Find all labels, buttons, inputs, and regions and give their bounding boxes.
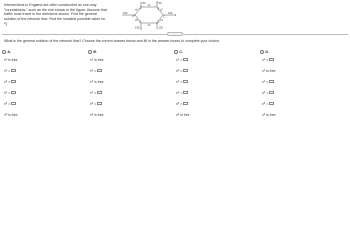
free-variable-text: is free — [8, 112, 18, 117]
answer-row — [176, 112, 189, 117]
variable-subscript: 2 — [91, 69, 94, 72]
variable-label: x — [176, 101, 178, 106]
variable-label: x — [90, 101, 92, 106]
free-variable-text: is free — [266, 112, 276, 117]
answer-row — [176, 57, 188, 62]
variable-label: x — [262, 79, 264, 84]
variable-label: x — [4, 79, 6, 84]
node-label: D — [157, 20, 160, 24]
edge-label: x5 — [135, 19, 138, 22]
answer-option-b[interactable] — [88, 49, 166, 117]
answer-input-box[interactable] — [183, 102, 188, 106]
answer-input-box[interactable] — [269, 102, 274, 106]
equals-sign: = — [266, 57, 269, 62]
flow-label: 120 — [158, 26, 163, 30]
variable-subscript: 2 — [177, 69, 180, 72]
answer-row — [90, 101, 102, 106]
answer-input-box[interactable] — [269, 80, 274, 84]
option-letter: D. — [265, 50, 269, 54]
free-variable-text: is free — [94, 79, 104, 84]
answer-row — [262, 112, 275, 117]
question-text: What is the general solution of the network flow? Choose the correct answer below and fill in the answer boxes to complete your choice. — [4, 39, 220, 43]
roundabout-diagram[interactable] — [120, 1, 178, 30]
variable-subscript: 1 — [91, 58, 94, 61]
node-label: B — [157, 7, 160, 11]
answer-row — [90, 68, 102, 73]
option-letter: A. — [7, 50, 11, 54]
variable-subscript: 6 — [177, 113, 180, 116]
answer-row — [90, 90, 102, 95]
variable-label: x — [90, 68, 92, 73]
flow-label: 80 — [142, 2, 146, 5]
free-variable-text: is free — [8, 57, 18, 62]
variable-subscript: 1 — [5, 58, 8, 61]
variable-label: x — [4, 57, 6, 62]
variable-label: x — [262, 68, 264, 73]
variable-label: x — [90, 57, 92, 62]
variable-label: x — [90, 79, 92, 84]
variable-subscript: 6 — [5, 113, 8, 116]
variable-subscript: 2 — [263, 69, 266, 72]
variable-subscript: 1 — [177, 58, 180, 61]
answer-input-box[interactable] — [11, 69, 16, 73]
answer-input-box[interactable] — [11, 80, 16, 84]
option-header[interactable] — [260, 49, 338, 55]
problem-line: Intersections in England are often constructed as one-way — [4, 3, 97, 7]
flow-label: 100 — [123, 12, 128, 15]
variable-subscript: 1 — [263, 58, 266, 61]
answer-row — [4, 101, 16, 106]
option-header[interactable] — [174, 49, 252, 55]
answer-input-box[interactable] — [183, 91, 188, 95]
edge-label: x3 — [160, 19, 163, 22]
answer-option-d[interactable] — [260, 49, 338, 117]
equals-sign: = — [266, 101, 269, 106]
answer-row — [90, 112, 103, 117]
option-letter: B. — [93, 50, 97, 54]
variable-subscript: 6 — [91, 113, 94, 116]
variable-subscript: 3 — [91, 80, 94, 83]
equals-sign: = — [180, 101, 183, 106]
flow-label: 50 — [158, 2, 162, 5]
variable-label: x — [176, 112, 178, 117]
equals-sign: = — [94, 68, 97, 73]
answer-input-box[interactable] — [97, 91, 102, 95]
radio-button[interactable] — [260, 50, 264, 54]
answer-input-box[interactable] — [183, 69, 188, 73]
answer-row — [176, 68, 188, 73]
equals-sign: = — [266, 79, 269, 84]
equals-sign: = — [180, 57, 183, 62]
answer-row — [4, 79, 16, 84]
expand-button[interactable]: · · · — [167, 32, 183, 36]
flow-label: 150 — [135, 26, 140, 30]
answer-row — [176, 101, 188, 106]
answer-row — [4, 90, 16, 95]
variable-label: x — [262, 90, 264, 95]
free-variable-text: is free — [180, 112, 190, 117]
answer-option-a[interactable] — [2, 49, 80, 117]
equals-sign: = — [180, 90, 183, 95]
equals-sign: = — [180, 79, 183, 84]
variable-subscript: 3 — [177, 80, 180, 83]
answer-row — [176, 90, 188, 95]
answer-row — [262, 57, 274, 62]
answer-input-box[interactable] — [97, 102, 102, 106]
equals-sign: = — [266, 90, 269, 95]
answer-input-box[interactable] — [269, 58, 274, 62]
equals-sign: = — [8, 79, 11, 84]
variable-label: x — [4, 68, 6, 73]
variable-subscript: 4 — [263, 91, 266, 94]
answer-row — [262, 90, 274, 95]
equals-sign: = — [8, 101, 11, 106]
equals-sign: = — [94, 101, 97, 106]
problem-line: "roundabouts," such as the one shown in the figure. Assume that — [4, 7, 107, 12]
answer-input-box[interactable] — [11, 91, 16, 95]
edge-label: x1 — [147, 4, 151, 8]
flow-label: 100 — [168, 12, 173, 15]
option-header[interactable] — [2, 49, 80, 55]
variable-label: x — [176, 79, 178, 84]
variable-label: x — [262, 112, 264, 117]
variable-label: x — [176, 90, 178, 95]
variable-label: x — [176, 68, 178, 73]
variable-subscript: 5 — [177, 102, 180, 105]
edge-label: x4 — [147, 24, 151, 27]
edge-label: x2 — [160, 8, 163, 12]
equals-sign: = — [94, 90, 97, 95]
free-variable-text: is free — [94, 112, 104, 117]
radio-button[interactable] — [174, 50, 178, 54]
answer-row — [90, 79, 103, 84]
answer-row — [262, 79, 274, 84]
free-variable-text: is free — [94, 57, 104, 62]
equals-sign: = — [8, 68, 11, 73]
answer-input-box[interactable] — [269, 91, 274, 95]
variable-label: x — [176, 57, 178, 62]
variable-subscript: 4 — [5, 91, 8, 94]
variable-subscript: 3 — [5, 80, 8, 83]
answer-input-box[interactable] — [183, 58, 188, 62]
variable-label: x — [4, 101, 6, 106]
answer-row — [4, 112, 17, 117]
variable-subscript: 2 — [5, 69, 8, 72]
problem-line: solution of the network flow. Find the smallest possible value for — [4, 16, 106, 21]
answer-input-box[interactable] — [97, 69, 102, 73]
radio-button[interactable] — [88, 50, 92, 54]
variable-label: x — [90, 90, 92, 95]
variable-label: x — [90, 112, 92, 117]
equals-sign: = — [180, 68, 183, 73]
variable-label: x — [4, 112, 6, 117]
node-label: F — [132, 15, 135, 19]
node-label: A — [139, 7, 142, 11]
node-label: E — [139, 20, 142, 24]
answer-row — [176, 79, 188, 84]
answer-row — [262, 101, 274, 106]
variable-subscript: 4 — [177, 91, 180, 94]
variable-subscript: 5 — [5, 102, 8, 105]
answer-input-box[interactable] — [183, 80, 188, 84]
option-letter: C. — [179, 50, 183, 54]
answer-row — [90, 57, 103, 62]
answer-row — [262, 68, 275, 73]
edge-label: x6 — [135, 8, 138, 12]
node-label: C — [163, 15, 166, 19]
problem-target: $x_6$. — [4, 21, 9, 28]
variable-label: x — [262, 101, 264, 106]
variable-subscript: 6 — [263, 113, 266, 116]
variable-label: x — [262, 57, 264, 62]
radio-button[interactable] — [2, 50, 6, 54]
problem-line: traffic must travel in the directions shown. Find the general — [4, 12, 97, 17]
variable-subscript: 5 — [91, 102, 94, 105]
variable-subscript: 5 — [263, 102, 266, 105]
variable-subscript: 4 — [91, 91, 94, 94]
free-variable-text: is free — [266, 68, 276, 73]
variable-subscript: 3 — [263, 80, 266, 83]
answer-row — [4, 57, 17, 62]
answer-input-box[interactable] — [11, 102, 16, 106]
answer-option-c[interactable] — [174, 49, 252, 117]
answer-row — [4, 68, 16, 73]
option-header[interactable] — [88, 49, 166, 55]
variable-label: x — [4, 90, 6, 95]
equals-sign: = — [8, 90, 11, 95]
problem-statement — [4, 3, 209, 29]
